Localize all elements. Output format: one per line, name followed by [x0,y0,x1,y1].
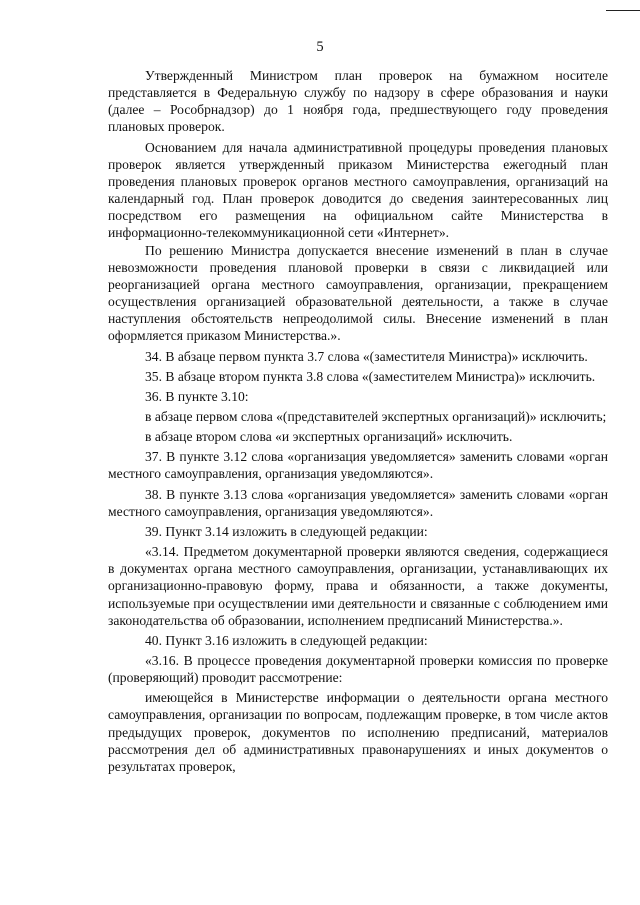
document-body [108,67,608,775]
paragraph-item-37: 37. В пункте 3.12 слова «организация уведомляется» заменить словами «орган местного самоуправления, организация уведомляются». [108,449,608,482]
paragraph-item-34: 34. В абзаце первом пункта 3.7 слова «(заместителя Министра)» исключить. [145,348,588,364]
paragraph-item-3-16-text: «3.16. В процессе проведения документарной проверки комиссия по проверке (проверяющий) проводит рассмотрение: [108,653,608,686]
paragraph-plan-submission: Утвержденный Министром план проверок на бумажном носителе представляется в Федеральную службу по надзору в сфере образования и науки (далее – Рособрнадзор) до 1 ноября года, предшествующего году проведения плановых проверок. [108,68,608,135]
paragraph-item-36: 36. В пункте 3.10: [145,388,249,404]
paragraph-item-35: 35. В абзаце втором пункта 3.8 слова «(заместителем Министра)» исключить. [145,368,596,384]
paragraph-item-3-16-review: имеющейся в Министерстве информации о деятельности органа местного самоуправления, организации по вопросам, подлежащим проверке, в том числе актов предыдущих проверок, документов по исполнению предписаний, материалов рассмотрения дел об административных правонарушениях и иных документов о результатах проверок, [108,690,608,774]
paragraph-item-38: 38. В пункте 3.13 слова «организация уведомляется» заменить словами «орган местного самоуправления, организация уведомляются». [108,486,608,519]
paragraph-plan-changes: По решению Министра допускается внесение изменений в план в случае невозможности проведения плановой проверки в связи с ликвидацией или реорганизацией органа местного самоуправления, организации, прекращением осуществления организацией образовательной деятельности, а также в случае наступления обстоятельств непреодолимой силы. Внесение изменений в план оформляется приказом Министерства.». [108,242,608,344]
scan-corner-mark [606,10,640,11]
paragraph-item-36-second: в абзаце втором слова «и экспертных организаций» исключить. [145,429,513,445]
page-number: 5 [316,39,324,55]
paragraph-item-3-14-text: «3.14. Предметом документарной проверки являются сведения, содержащиеся в документах органа местного самоуправления, организации, устанавливающих их организационно-правовую форму, права и обязанности, а также документы, используемые при осуществлении ими деятельности и связанные с соблюдением ими законодательства об образовании, исполнением предписаний Министерства.». [108,544,608,628]
paragraph-plan-basis: Основанием для начала административной процедуры проведения плановых проверок является утвержденный приказом Министерства ежегодный план проведения плановых проверок органов местного самоуправления, организаций на календарный год. План проверок доводится до сведения заинтересованных лиц посредством его размещения на официальном сайте Министерства в информационно-телекоммуникационной сети «Интернет». [108,139,608,241]
paragraph-item-39: 39. Пункт 3.14 изложить в следующей редакции: [145,523,428,539]
paragraph-item-36-first: в абзаце первом слова «(представителей экспертных организаций)» исключить; [145,408,607,424]
paragraph-item-40: 40. Пункт 3.16 изложить в следующей редакции: [145,632,428,648]
